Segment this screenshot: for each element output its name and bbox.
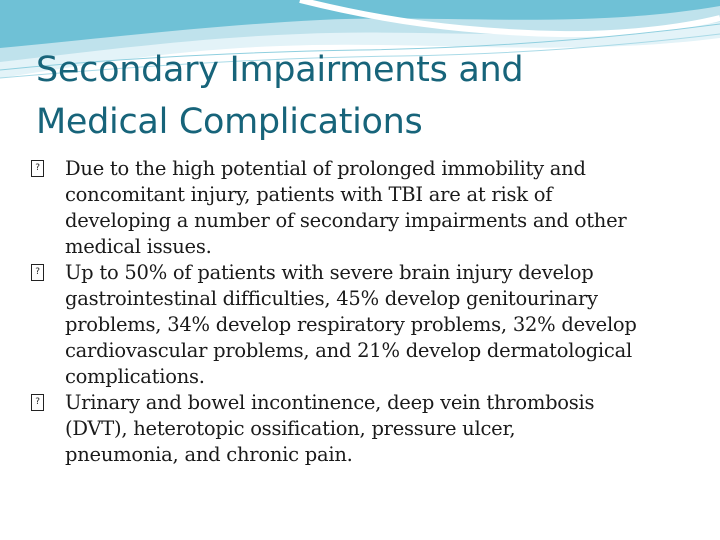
slide-title [36, 44, 676, 148]
bullet-item [30, 390, 690, 468]
bullet-line: Due to the high potential of prolonged immobility and [65, 157, 586, 180]
title-line: Secondary Impairments and [36, 50, 524, 90]
title-line: Medical Complications [36, 102, 423, 142]
bullet-item [30, 260, 690, 390]
bullet-line: developing a number of secondary impairments and other [65, 209, 627, 232]
bullet-line: Up to 50% of patients with severe brain injury develop [65, 261, 594, 284]
bullet-line: (DVT), heterotopic ossification, pressure ulcer, [65, 417, 516, 440]
bullet-line: pneumonia, and chronic pain. [65, 443, 353, 466]
bullet-line: medical issues. [65, 235, 212, 258]
missing-glyph-bullet-icon: ? [31, 394, 44, 411]
bullet-item [30, 156, 690, 260]
bullet-line: Urinary and bowel incontinence, deep vein thrombosis [65, 391, 595, 414]
bullet-line: problems, 34% develop respiratory problems, 32% develop [65, 313, 637, 336]
bullet-list [30, 156, 690, 468]
bullet-line: concomitant injury, patients with TBI are at risk of [65, 183, 553, 206]
missing-glyph-bullet-icon: ? [31, 160, 44, 177]
bullet-line: complications. [65, 365, 205, 388]
bullet-line: gastrointestinal difficulties, 45% develop genitourinary [65, 287, 598, 310]
bullet-line: cardiovascular problems, and 21% develop dermatological [65, 339, 632, 362]
missing-glyph-bullet-icon: ? [31, 264, 44, 281]
